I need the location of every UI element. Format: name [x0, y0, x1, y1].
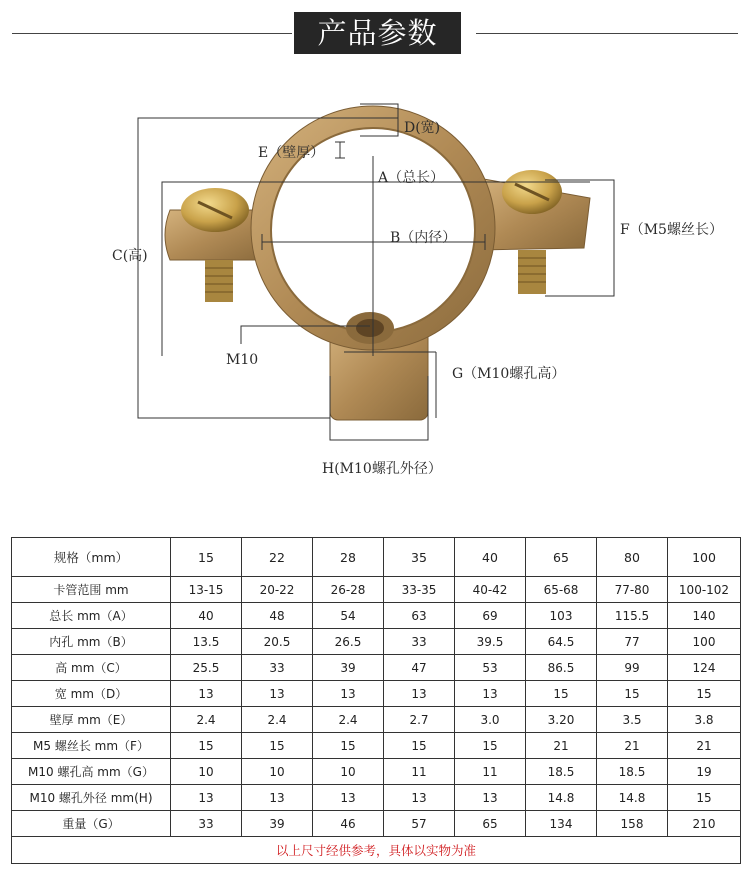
table-row [12, 655, 741, 681]
value-cell: 33 [242, 655, 313, 681]
label-a: A（总长） [378, 170, 445, 186]
value-cell: 134 [526, 811, 597, 837]
value-cell: 100 [668, 629, 741, 655]
value-cell: 210 [668, 811, 741, 837]
value-cell: 3.5 [597, 707, 668, 733]
value-cell: 19 [668, 759, 741, 785]
value-cell: 2.4 [242, 707, 313, 733]
value-cell: 140 [668, 603, 741, 629]
label-d: D(宽) [404, 120, 441, 136]
value-cell: 39 [313, 655, 384, 681]
value-cell: 13 [384, 681, 455, 707]
row-label-cell: 高 mm（C） [12, 655, 171, 681]
table-row [12, 811, 741, 837]
label-m10: M10 [226, 352, 259, 368]
value-cell: 13-15 [171, 577, 242, 603]
size-header-cell: 28 [313, 538, 384, 577]
spec-table [11, 537, 741, 864]
value-cell: 18.5 [526, 759, 597, 785]
table-header-row [12, 538, 741, 577]
value-cell: 10 [242, 759, 313, 785]
label-h: H(M10螺孔外径） [322, 461, 442, 477]
label-f: F（M5螺丝长） [620, 222, 723, 238]
label-e: E（壁厚） [258, 145, 325, 161]
value-cell: 14.8 [526, 785, 597, 811]
value-cell: 10 [171, 759, 242, 785]
value-cell: 20-22 [242, 577, 313, 603]
value-cell: 11 [384, 759, 455, 785]
value-cell: 65 [455, 811, 526, 837]
note-row [12, 837, 741, 864]
value-cell: 158 [597, 811, 668, 837]
value-cell: 48 [242, 603, 313, 629]
value-cell: 13 [171, 681, 242, 707]
value-cell: 15 [384, 733, 455, 759]
value-cell: 20.5 [242, 629, 313, 655]
value-cell: 2.7 [384, 707, 455, 733]
value-cell: 3.0 [455, 707, 526, 733]
value-cell: 3.8 [668, 707, 741, 733]
value-cell: 40 [171, 603, 242, 629]
row-label-cell: M10 螺孔高 mm（G） [12, 759, 171, 785]
label-b: B（内径） [390, 230, 457, 246]
table-row [12, 603, 741, 629]
value-cell: 77-80 [597, 577, 668, 603]
product-diagram [0, 70, 750, 510]
value-cell: 15 [171, 733, 242, 759]
value-cell: 33 [384, 629, 455, 655]
header-label-cell: 规格（mm） [12, 538, 171, 577]
value-cell: 15 [526, 681, 597, 707]
table-row [12, 681, 741, 707]
value-cell: 124 [668, 655, 741, 681]
row-label-cell: 内孔 mm（B） [12, 629, 171, 655]
value-cell: 100-102 [668, 577, 741, 603]
value-cell: 13 [313, 785, 384, 811]
value-cell: 13 [455, 681, 526, 707]
value-cell: 46 [313, 811, 384, 837]
header-rule-left [12, 33, 292, 34]
disclaimer-note: 以上尺寸经供参考，具体以实物为准 [12, 837, 741, 864]
header-rule-right [476, 33, 738, 34]
value-cell: 21 [668, 733, 741, 759]
spec-table-body [12, 538, 741, 864]
value-cell: 15 [668, 785, 741, 811]
row-label-cell: 宽 mm（D） [12, 681, 171, 707]
label-c: C(高) [112, 248, 148, 264]
value-cell: 26.5 [313, 629, 384, 655]
value-cell: 21 [597, 733, 668, 759]
table-row [12, 733, 741, 759]
value-cell: 63 [384, 603, 455, 629]
table-row [12, 759, 741, 785]
value-cell: 115.5 [597, 603, 668, 629]
table-row [12, 707, 741, 733]
value-cell: 39 [242, 811, 313, 837]
value-cell: 65-68 [526, 577, 597, 603]
row-label-cell: 总长 mm（A） [12, 603, 171, 629]
value-cell: 39.5 [455, 629, 526, 655]
value-cell: 13 [313, 681, 384, 707]
value-cell: 10 [313, 759, 384, 785]
value-cell: 2.4 [313, 707, 384, 733]
value-cell: 15 [597, 681, 668, 707]
value-cell: 33-35 [384, 577, 455, 603]
value-cell: 15 [455, 733, 526, 759]
value-cell: 57 [384, 811, 455, 837]
value-cell: 47 [384, 655, 455, 681]
size-header-cell: 22 [242, 538, 313, 577]
page-header [0, 0, 750, 70]
value-cell: 13 [242, 785, 313, 811]
value-cell: 40-42 [455, 577, 526, 603]
value-cell: 99 [597, 655, 668, 681]
value-cell: 2.4 [171, 707, 242, 733]
value-cell: 69 [455, 603, 526, 629]
value-cell: 54 [313, 603, 384, 629]
table-row [12, 785, 741, 811]
value-cell: 15 [313, 733, 384, 759]
value-cell: 15 [242, 733, 313, 759]
row-label-cell: 卡管范围 mm [12, 577, 171, 603]
table-row [12, 629, 741, 655]
value-cell: 14.8 [597, 785, 668, 811]
value-cell: 13.5 [171, 629, 242, 655]
size-header-cell: 80 [597, 538, 668, 577]
value-cell: 25.5 [171, 655, 242, 681]
value-cell: 53 [455, 655, 526, 681]
value-cell: 26-28 [313, 577, 384, 603]
value-cell: 33 [171, 811, 242, 837]
value-cell: 18.5 [597, 759, 668, 785]
table-row [12, 577, 741, 603]
value-cell: 15 [668, 681, 741, 707]
label-g: G（M10螺孔高） [452, 366, 566, 382]
value-cell: 13 [455, 785, 526, 811]
value-cell: 21 [526, 733, 597, 759]
value-cell: 13 [242, 681, 313, 707]
value-cell: 86.5 [526, 655, 597, 681]
row-label-cell: 重量（G） [12, 811, 171, 837]
value-cell: 64.5 [526, 629, 597, 655]
value-cell: 11 [455, 759, 526, 785]
value-cell: 77 [597, 629, 668, 655]
size-header-cell: 40 [455, 538, 526, 577]
size-header-cell: 100 [668, 538, 741, 577]
row-label-cell: 壁厚 mm（E） [12, 707, 171, 733]
pipe-clamp-illustration [0, 70, 750, 510]
value-cell: 3.20 [526, 707, 597, 733]
row-label-cell: M5 螺丝长 mm（F） [12, 733, 171, 759]
value-cell: 13 [384, 785, 455, 811]
row-label-cell: M10 螺孔外径 mm(H) [12, 785, 171, 811]
value-cell: 13 [171, 785, 242, 811]
value-cell: 103 [526, 603, 597, 629]
size-header-cell: 35 [384, 538, 455, 577]
size-header-cell: 15 [171, 538, 242, 577]
size-header-cell: 65 [526, 538, 597, 577]
page-title: 产品参数 [294, 12, 461, 54]
